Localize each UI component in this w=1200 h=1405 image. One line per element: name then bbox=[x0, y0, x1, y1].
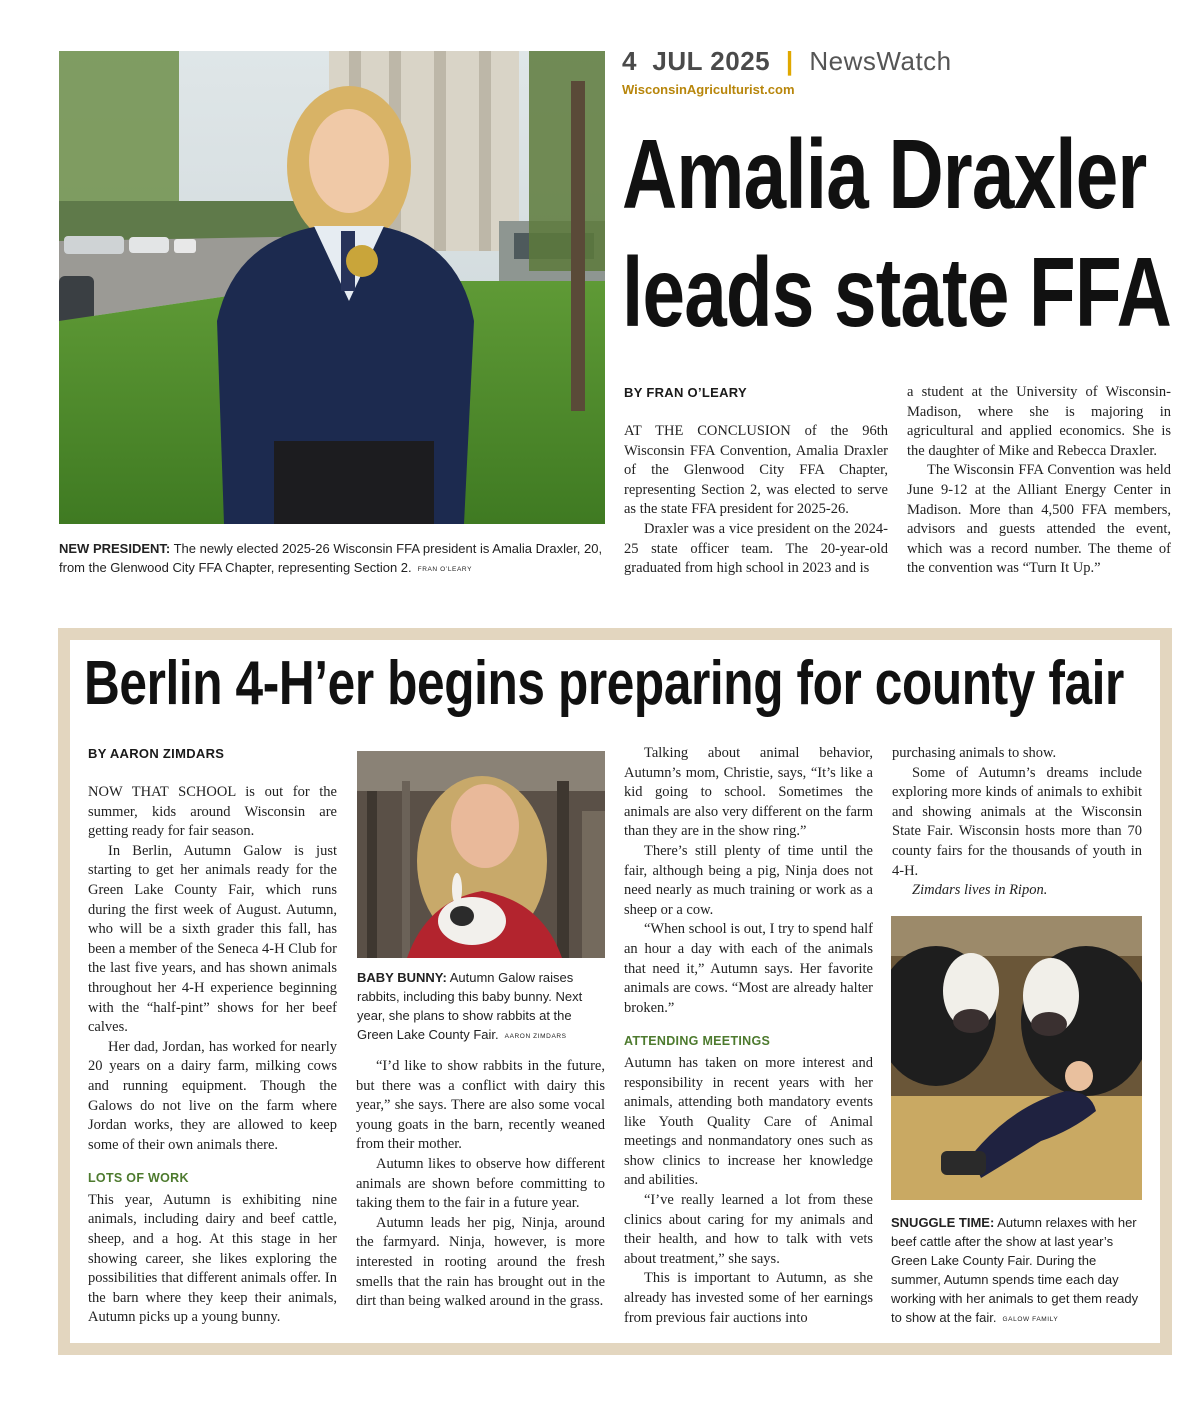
article2-paragraph: “I’ve really learned a lot from these clinics about caring for my animals and their health, and how to talk with vets about treatment,” she says. bbox=[624, 1192, 873, 1267]
site-url[interactable]: WisconsinAgriculturist.com bbox=[622, 82, 795, 97]
issue-date: JUL 2025 bbox=[652, 46, 771, 76]
article2-paragraph: This year, Autumn is exhibiting nine animals, including dairy and beef cattle, sheep, and a hog. At this stage in her showing career, she likes exploring the possibilities that different animals offer. In the barn where they keep their animals, Autumn picks up a young bunny. bbox=[88, 1191, 337, 1326]
article2-column-2 bbox=[356, 1057, 605, 1312]
masthead-separator: | bbox=[785, 46, 794, 76]
article2-paragraph: This is important to Autumn, as she already has invested some of her earnings from previous fair auctions into bbox=[624, 1270, 873, 1326]
draxler-photo bbox=[59, 51, 605, 524]
article2-headline: Berlin 4-H’er begins preparing for county fair bbox=[84, 649, 1124, 718]
caption-text: The newly elected 2025-26 Wisconsin FFA president is Amalia Draxler, 20, from the Glenwood City FFA Chapter, representing Section 2. bbox=[59, 541, 603, 575]
caption-label: BABY BUNNY: bbox=[357, 970, 447, 985]
article1-paragraph: The Wisconsin FFA Convention was held June 9-12 at the Alliant Energy Center in Madison. More than 4,500 FFA members, advisors and guests attended the event, which was a record number. The theme of the convention was “Turn It Up.” bbox=[907, 462, 1171, 577]
caption-text: Autumn relaxes with her beef cattle after the show at last year’s Green Lake County Fair. During the summer, Autumn spends time each day working with her animals to get them ready to show at the fair. bbox=[891, 1215, 1139, 1325]
article1-byline: BY FRAN O’LEARY bbox=[624, 385, 747, 400]
subhead-lots-of-work: LOTS OF WORK bbox=[88, 1171, 189, 1186]
subhead-attending-meetings: ATTENDING MEETINGS bbox=[624, 1034, 771, 1049]
bunny-photo-caption bbox=[357, 968, 605, 1046]
article2-column-1 bbox=[88, 783, 337, 1328]
caption-text: Autumn Galow raises rabbits, including this baby bunny. Next year, she plans to show rabbits at the Green Lake County Fair. bbox=[357, 970, 583, 1042]
article2-paragraph: “I’d like to show rabbits in the future, but there was a conflict with dairy this year,” she says. There are also some vocal young goats in the barn, recently weaned from their mother. bbox=[356, 1058, 605, 1153]
photo-credit: FRAN O’LEARY bbox=[417, 566, 473, 573]
article1-paragraph: Draxler was a vice president on the 2024-25 state officer team. The 20-year-old graduated from high school in 2023 and is bbox=[624, 520, 888, 577]
bunny-photo bbox=[357, 751, 605, 958]
cattle-photo-caption bbox=[891, 1213, 1142, 1329]
article2-paragraph: purchasing animals to show. bbox=[892, 745, 1057, 761]
article2-byline: BY AARON ZIMDARS bbox=[88, 746, 225, 761]
article2-paragraph: Her dad, Jordan, has worked for nearly 20 years on a dairy farm, milking cows and running equipment. Though the Galows do not live on the farm where Jordan works, they are allowed to keep some of their own animals there. bbox=[88, 1038, 337, 1153]
draxler-photo-caption bbox=[59, 539, 605, 579]
article2-paragraph: Autumn has taken on more interest and responsibility in recent years with her animals, attending both mandatory events like Youth Quality Care of Animal meetings and nonmandatory ones such as show clinics to increase her knowledge and abilities. bbox=[624, 1054, 873, 1189]
article2-paragraph: There’s still plenty of time until the fair, although being a pig, Ninja does not need nearly as much training or work as a sheep or a cow. bbox=[624, 842, 873, 918]
photo-credit: AARON ZIMDARS bbox=[504, 1033, 567, 1040]
section-name: NewsWatch bbox=[809, 46, 952, 76]
article2-paragraph: “When school is out, I try to spend half an hour a day with each of the animals that need it,” Autumn says. Her favorite animals are cows. “Most are already halter broken.” bbox=[624, 921, 873, 1016]
article2-paragraph: Talking about animal behavior, Autumn’s mom, Christie, says, “It’s like a kid going to school. Sometimes the animals are also very different on the farm than they are in the show ring.” bbox=[624, 745, 873, 840]
article1-column-2 bbox=[907, 383, 1171, 579]
photo-credit: GALOW FAMILY bbox=[1002, 1316, 1059, 1323]
article1-paragraph: AT THE CONCLUSION of the 96th Wisconsin FFA Convention, Amalia Draxler of the Glenwood City FFA Chapter, representing Section 2, was elected to serve as the state FFA president for 2025-26. bbox=[624, 423, 888, 518]
article2-paragraph: Autumn leads her pig, Ninja, around the farmyard. Ninja, however, is more interested in rooting around the fresh smells that the rain has brought out in the dirt than being walked around in the grass. bbox=[356, 1214, 605, 1310]
article2-paragraph: Autumn likes to observe how different animals are shown before committing to taking them to the fair in a future year. bbox=[356, 1155, 605, 1212]
author-note: Zimdars lives in Ripon. bbox=[912, 882, 1048, 899]
cattle-photo bbox=[891, 916, 1142, 1200]
article2-column-3 bbox=[624, 744, 873, 1328]
article2-paragraph: Some of Autumn’s dreams include exploring more kinds of animals to exhibit and showing animals at the Wisconsin State Fair. Wisconsin hosts more than 70 county fairs for the thousands of youth in 4-H. bbox=[892, 764, 1142, 879]
masthead bbox=[622, 46, 952, 77]
article2-paragraph: In Berlin, Autumn Galow is just starting to get her animals ready for the Green Lake County Fair, which runs during the first week of August. Autumn, who will be a sixth grader this fall, has been a member of the Seneca 4-H Club for the last five years, and has shown animals throughout her 4-H experience beginning with the “half-pint” shows for her beef calves. bbox=[88, 842, 337, 1036]
caption-label: SNUGGLE TIME: bbox=[891, 1215, 995, 1230]
article2-paragraph: NOW THAT SCHOOL is out for the summer, kids around Wisconsin are getting ready for fair season. bbox=[88, 784, 337, 840]
page-number: 4 bbox=[622, 46, 637, 76]
article1-column-1 bbox=[624, 422, 888, 579]
article1-headline-line2: leads state FFA bbox=[622, 237, 1172, 347]
article1-headline-line1: Amalia Draxler bbox=[622, 119, 1147, 229]
caption-label: NEW PRESIDENT: bbox=[59, 541, 171, 556]
article2-column-4 bbox=[892, 744, 1142, 901]
article1-paragraph: a student at the University of Wisconsin-Madison, where she is majoring in agricultural and applied economics. She is the daughter of Mike and Rebecca Draxler. bbox=[907, 384, 1171, 459]
